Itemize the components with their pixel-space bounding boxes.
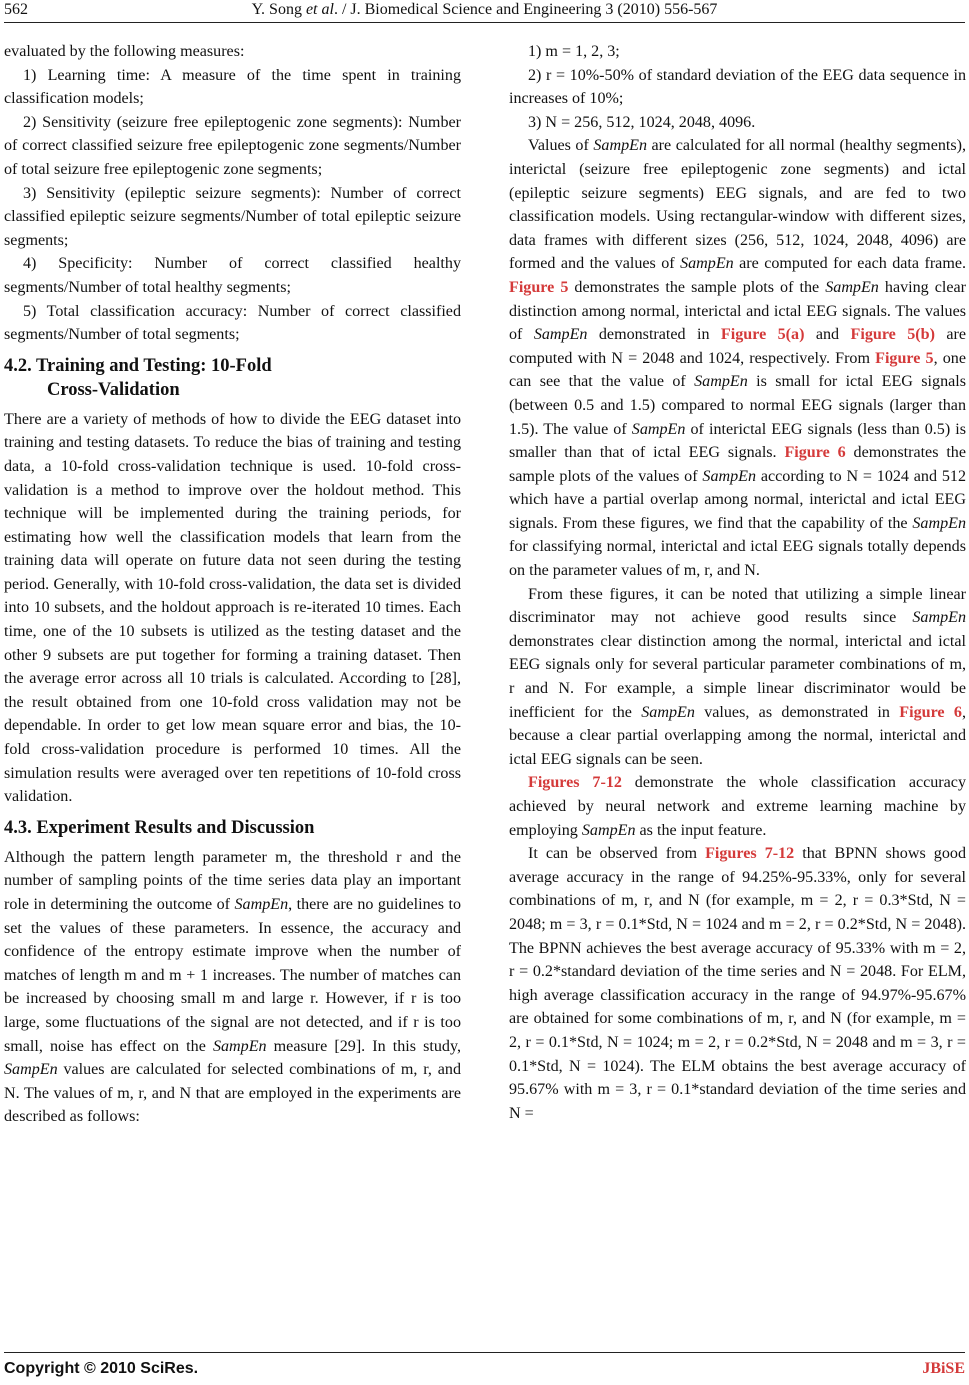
copyright-notice: Copyright © 2010 SciRes. [4, 1360, 199, 1377]
term-sampen: SampEn [702, 467, 757, 485]
running-head-authors: Y. Song [251, 1, 306, 18]
text-run: of interictal EEG signals (less than 0.5) is smaller than that of ictal EEG signals. [509, 420, 966, 462]
text-run: , because a clear partial overlapping among the normal, interictal and ictal EEG signals can be seen. [509, 703, 966, 768]
text-run: that BPNN shows good average accuracy in the range of 94.25%-95.33%, only for several combinations of m, r, and N (for example, m = 2, r = 0.3*Std, N = 2048; m = 3, r = 0.1*Std, N = 1024 and m = 2, r = 0.2*Std, N = 2048). The BPNN achieves the best average accuracy of 95.33% with m = 2, r = 0.2*standard deviation of the time series and N = 2048. For ELM, high average classification accuracy in the range of 94.97%-95.67% are obtained for some combinations of m, r, and N (for example, m = 2, r = 0.1*Std, N = 1024; m = 2, r = 0.2*Std, N = 2048 and m = 3, r = 0.1*Std, N = 1024). The ELM obtains the best average accuracy of 95.67% with m = 3, r = 0.1*standard deviation of the time series and N = [509, 845, 966, 1122]
paragraph [509, 134, 966, 582]
text-run: demonstrated in [587, 326, 721, 344]
page-footer [0, 1352, 969, 1382]
term-sampen: SampEn [694, 373, 748, 391]
figure-5b-link[interactable]: Figure 5(b) [850, 326, 935, 344]
term-sampen: SampEn [631, 420, 686, 438]
text-run: demonstrates clear distinction among the normal, interictal and ictal EEG signals only for several particular parameter combinations of m, r and N. For example, a simple linear discriminator would be inefficient for the [509, 632, 966, 721]
figure-5-link[interactable]: Figure 5 [875, 349, 934, 367]
text-run: is small for ictal EEG signals (between 0.5 and 1.5) compared to normal EEG signals (larger than 1.5). The value of [509, 373, 967, 438]
footer-rule [4, 1352, 965, 1353]
term-sampen: SampEn [641, 703, 695, 721]
text-run: From these figures, it can be noted that utilizing a simple linear discriminator may not achieve good results since [509, 585, 966, 627]
text-run: demonstrates the sample plots of the [568, 278, 826, 296]
page-header [0, 0, 969, 28]
term-sampen: SampEn [234, 896, 289, 913]
figure-5a-link[interactable]: Figure 5(a) [720, 326, 805, 344]
figure-5-link[interactable]: Figure 5 [509, 278, 569, 296]
heading-line: Cross-Validation [47, 379, 180, 400]
list-item: 3) Sensitivity (epileptic seizure segments): Number of correct classified epileptic seizure segments/Number of total epileptic seizure segments; [4, 184, 461, 249]
figures-7-12-link[interactable]: Figures 7-12 [528, 774, 622, 792]
text-run: are calculated for all normal (healthy segments), interictal (seizure free epileptogenic zone segments) and ictal (epileptic seizure segments) EEG signals, and are fed to two classification models. Using rectangular-window with different sizes, data frames with different sizes (256, 512, 1024, 2048, 4096) are formed and the values of [509, 137, 967, 273]
text-run: measure [29]. In this study, [266, 1037, 461, 1055]
left-column [4, 40, 461, 1129]
text-run: Values of [528, 137, 594, 155]
term-sampen: SampEn [680, 255, 734, 273]
right-column [509, 40, 966, 1125]
text-run: are computed with N = 2048 and 1024, respectively. From [509, 326, 966, 367]
page-number: 562 [4, 1, 28, 18]
section-heading-4-3: 4.3. Experiment Results and Discussion [4, 817, 315, 838]
heading-line: 4.2. Training and Testing: 10-Fold [4, 355, 272, 376]
paragraph [509, 583, 966, 772]
text-run: demonstrates the sample plots of the values of [509, 444, 966, 485]
section-heading-4-2 [4, 354, 461, 402]
term-sampen: SampEn [912, 514, 966, 532]
term-sampen: SampEn [593, 137, 648, 155]
list-item: 1) m = 1, 2, 3; [528, 43, 620, 60]
text-run: are computed for each data frame. [733, 255, 967, 273]
paragraph [509, 842, 966, 1125]
journal-abbrev: JBiSE [922, 1360, 965, 1377]
term-sampen: SampEn [912, 609, 966, 627]
figure-6-link[interactable]: Figure 6 [784, 444, 846, 462]
figure-6-link[interactable]: Figure 6 [899, 703, 962, 721]
paragraph: evaluated by the following measures: [4, 43, 245, 60]
text-run: and [804, 326, 851, 344]
paragraph [4, 846, 461, 1129]
figures-7-12-link[interactable]: Figures 7-12 [705, 845, 795, 863]
term-sampen: SampEn [825, 278, 879, 296]
text-run: values, as demonstrated in [694, 703, 900, 721]
text-run: demonstrate the whole classification accuracy achieved by neural network and extreme learning machine by employing [509, 774, 966, 839]
running-head-journal: . / J. Biomedical Science and Engineering 3 (2010) 556-567 [333, 1, 718, 18]
term-sampen: SampEn [4, 1061, 58, 1079]
list-item: 4) Specificity: Number of correct classified healthy segments/Number of total healthy segments; [4, 255, 461, 296]
header-rule [4, 22, 965, 23]
text-run: for classifying normal, interictal and ictal EEG signals totally depends on the parameter values of m, r, and N. [509, 538, 966, 580]
paragraph [509, 771, 966, 842]
term-sampen: SampEn [581, 821, 636, 839]
text-run: according to N = 1024 and 512 which have a partial overlap among normal, interictal and ictal EEG signals. From these figures, we find that the capability of the [509, 467, 966, 532]
text-run: as the input feature. [635, 821, 767, 839]
running-head [0, 0, 969, 20]
text-run: , there are no guidelines to set the values of these parameters. In essence, the accuracy and confidence of the entropy estimate improve when the number of matches of length m and m + 1 increases. The number of matches can be increased by choosing small m and large r. However, if r is too large, some fluctuations of the signal are not detected, and if r is too small, noise has effect on the [4, 896, 461, 1055]
term-sampen: SampEn [212, 1037, 267, 1055]
list-item: 3) N = 256, 512, 1024, 2048, 4096. [528, 113, 756, 131]
text-run: , one can see that the value of [509, 349, 966, 391]
list-item: 2) r = 10%-50% of standard deviation of the EEG data sequence in increases of 10%; [509, 66, 966, 108]
term-sampen: SampEn [533, 326, 588, 344]
list-item: 1) Learning time: A measure of the time spent in training classification models; [4, 66, 461, 108]
text-run: Although the pattern length parameter m, the threshold r and the number of sampling points of the time series data play an important role in determining the outcome of [4, 848, 461, 913]
list-item: 2) Sensitivity (seizure free epileptogenic zone segments): Number of correct classified seizure free epileptogenic zone segments/Number of total seizure free epileptogenic zone segments; [4, 113, 461, 178]
paragraph: There are a variety of methods of how to divide the EEG dataset into training and testing datasets. To reduce the bias of training and testing data, a 10-fold cross-validation technique is used. 10-fold cross-validation is a method to improve over the holdout method. This technique will be implemented during the training periods, for estimating how well the classification models that learn from the training data will operate on future data not seen during the testing period. Generally, with 10-fold cross-validation, the data set is divided into 10 subsets, and the holdout approach is re-iterated 10 times. Each time, one of the 10 subsets is utilized as the testing dataset and the other 9 subsets are put together for forming a training dataset. Then the average error across all 10 trials is calculated. According to [28], the result obtained from one 10-fold cross validation may not be dependable. In order to get low mean square error and bias, the 10-fold cross-validation procedure is performed 10 times. All the simulation results were averaged over ten repetitions of 10-fold cross validation. [4, 410, 461, 806]
text-run: having clear distinction among normal, interictal and ictal EEG signals. The values of [509, 278, 967, 344]
text-run: values are calculated for selected combinations of m, r, and N. The values of m, r, and N that are employed in the experiments are described as follows: [4, 1061, 461, 1126]
text-run: It can be observed from [528, 845, 706, 863]
running-head-etal: et al [305, 1, 334, 18]
list-item: 5) Total classification accuracy: Number of correct classified segments/Number of total segments; [4, 302, 461, 344]
